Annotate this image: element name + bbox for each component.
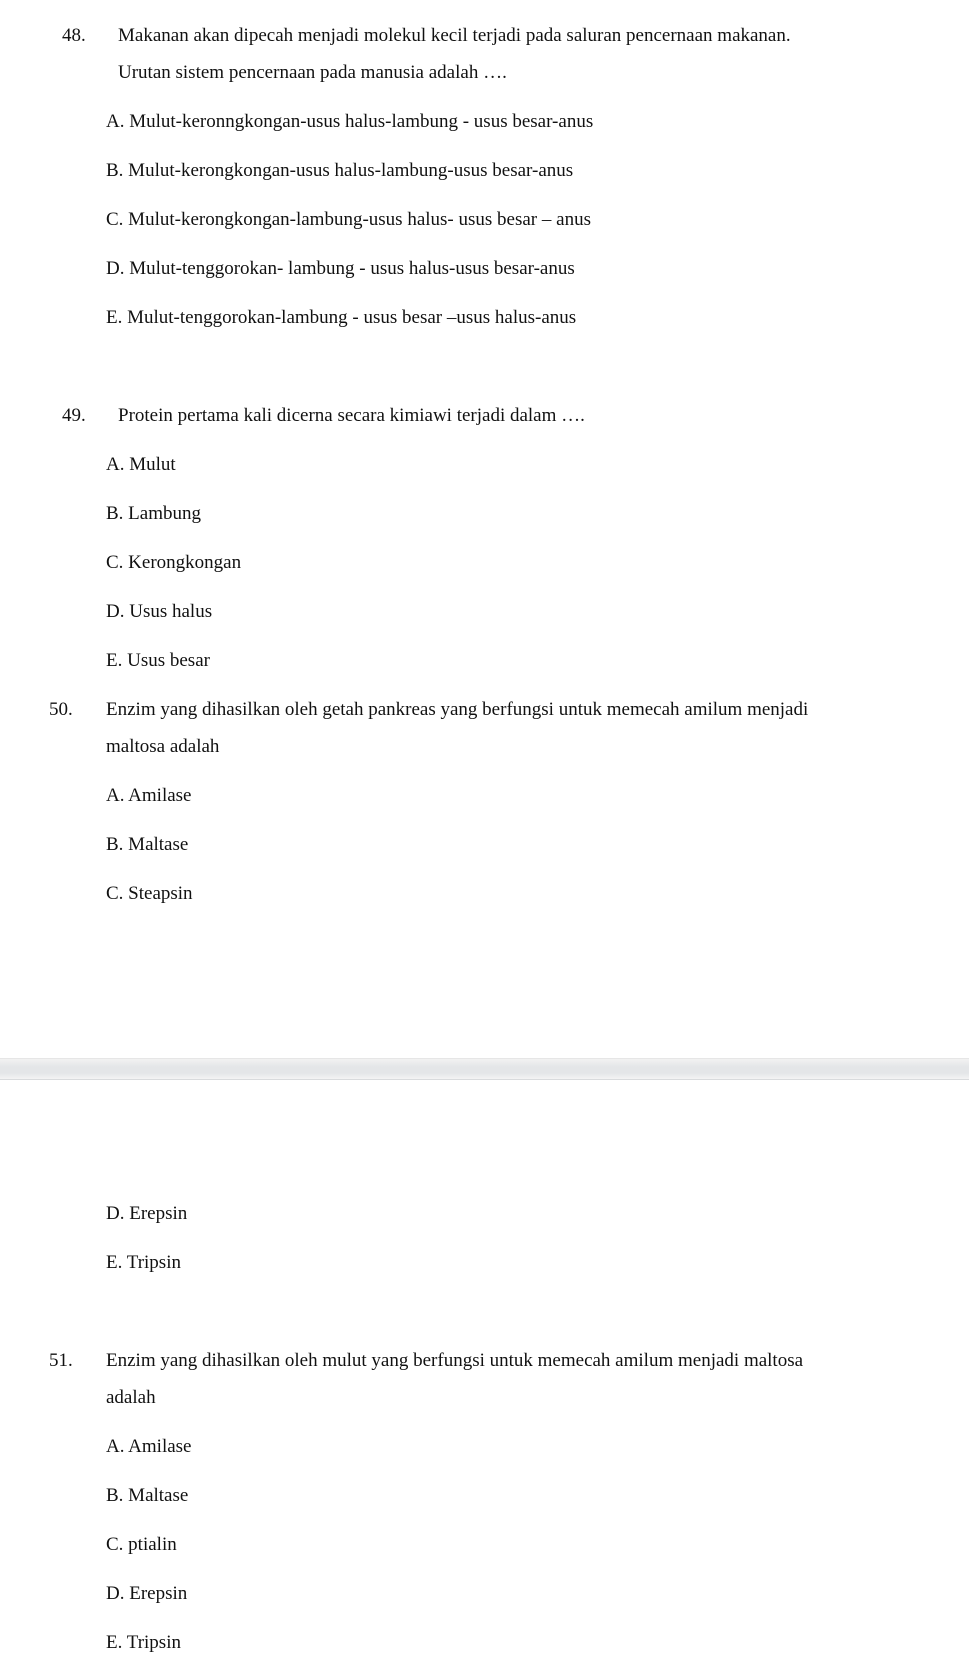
option-a: A. Amilase [106, 785, 192, 806]
option-e: E. Tripsin [106, 1252, 181, 1273]
option-d: D. Erepsin [106, 1203, 188, 1224]
option-e: E. Usus besar [106, 650, 210, 671]
question-text-continued: maltosa adalah [106, 736, 220, 757]
option-d: D. Usus halus [106, 601, 213, 622]
question-number: 50. [49, 699, 73, 720]
option-b: B. Mulut-kerongkongan-usus halus-lambung-usus besar-anus [106, 160, 574, 181]
option-a: A. Mulut-keronngkongan-usus halus-lambung - usus besar-anus [106, 111, 594, 132]
option-c: C. Steapsin [106, 883, 193, 904]
page-break-divider [0, 1058, 969, 1080]
option-b: B. Maltase [106, 1485, 189, 1506]
option-a: A. Amilase [106, 1436, 192, 1457]
question-text: Enzim yang dihasilkan oleh getah pankreas yang berfungsi untuk memecah amilum menjadi [106, 699, 809, 720]
option-c: C. Kerongkongan [106, 552, 242, 573]
option-e: E. Tripsin [106, 1632, 181, 1653]
question-text-continued: Urutan sistem pencernaan pada manusia adalah …. [118, 62, 507, 83]
question-number: 49. [62, 405, 86, 426]
option-c: C. ptialin [106, 1534, 177, 1555]
option-d: D. Mulut-tenggorokan- lambung - usus halus-usus besar-anus [106, 258, 575, 279]
question-text: Makanan akan dipecah menjadi molekul kecil terjadi pada saluran pencernaan makanan. [118, 25, 791, 46]
option-b: B. Maltase [106, 834, 189, 855]
option-b: B. Lambung [106, 503, 201, 524]
question-text: Protein pertama kali dicerna secara kimiawi terjadi dalam …. [118, 405, 585, 426]
option-d: D. Erepsin [106, 1583, 188, 1604]
question-text: Enzim yang dihasilkan oleh mulut yang berfungsi untuk memecah amilum menjadi maltosa [106, 1350, 804, 1371]
question-text-continued: adalah [106, 1387, 156, 1408]
question-number: 48. [62, 25, 86, 46]
option-c: C. Mulut-kerongkongan-lambung-usus halus- usus besar – anus [106, 209, 591, 230]
option-a: A. Mulut [106, 454, 176, 475]
option-e: E. Mulut-tenggorokan-lambung - usus besar –usus halus-anus [106, 307, 577, 328]
question-number: 51. [49, 1350, 73, 1371]
